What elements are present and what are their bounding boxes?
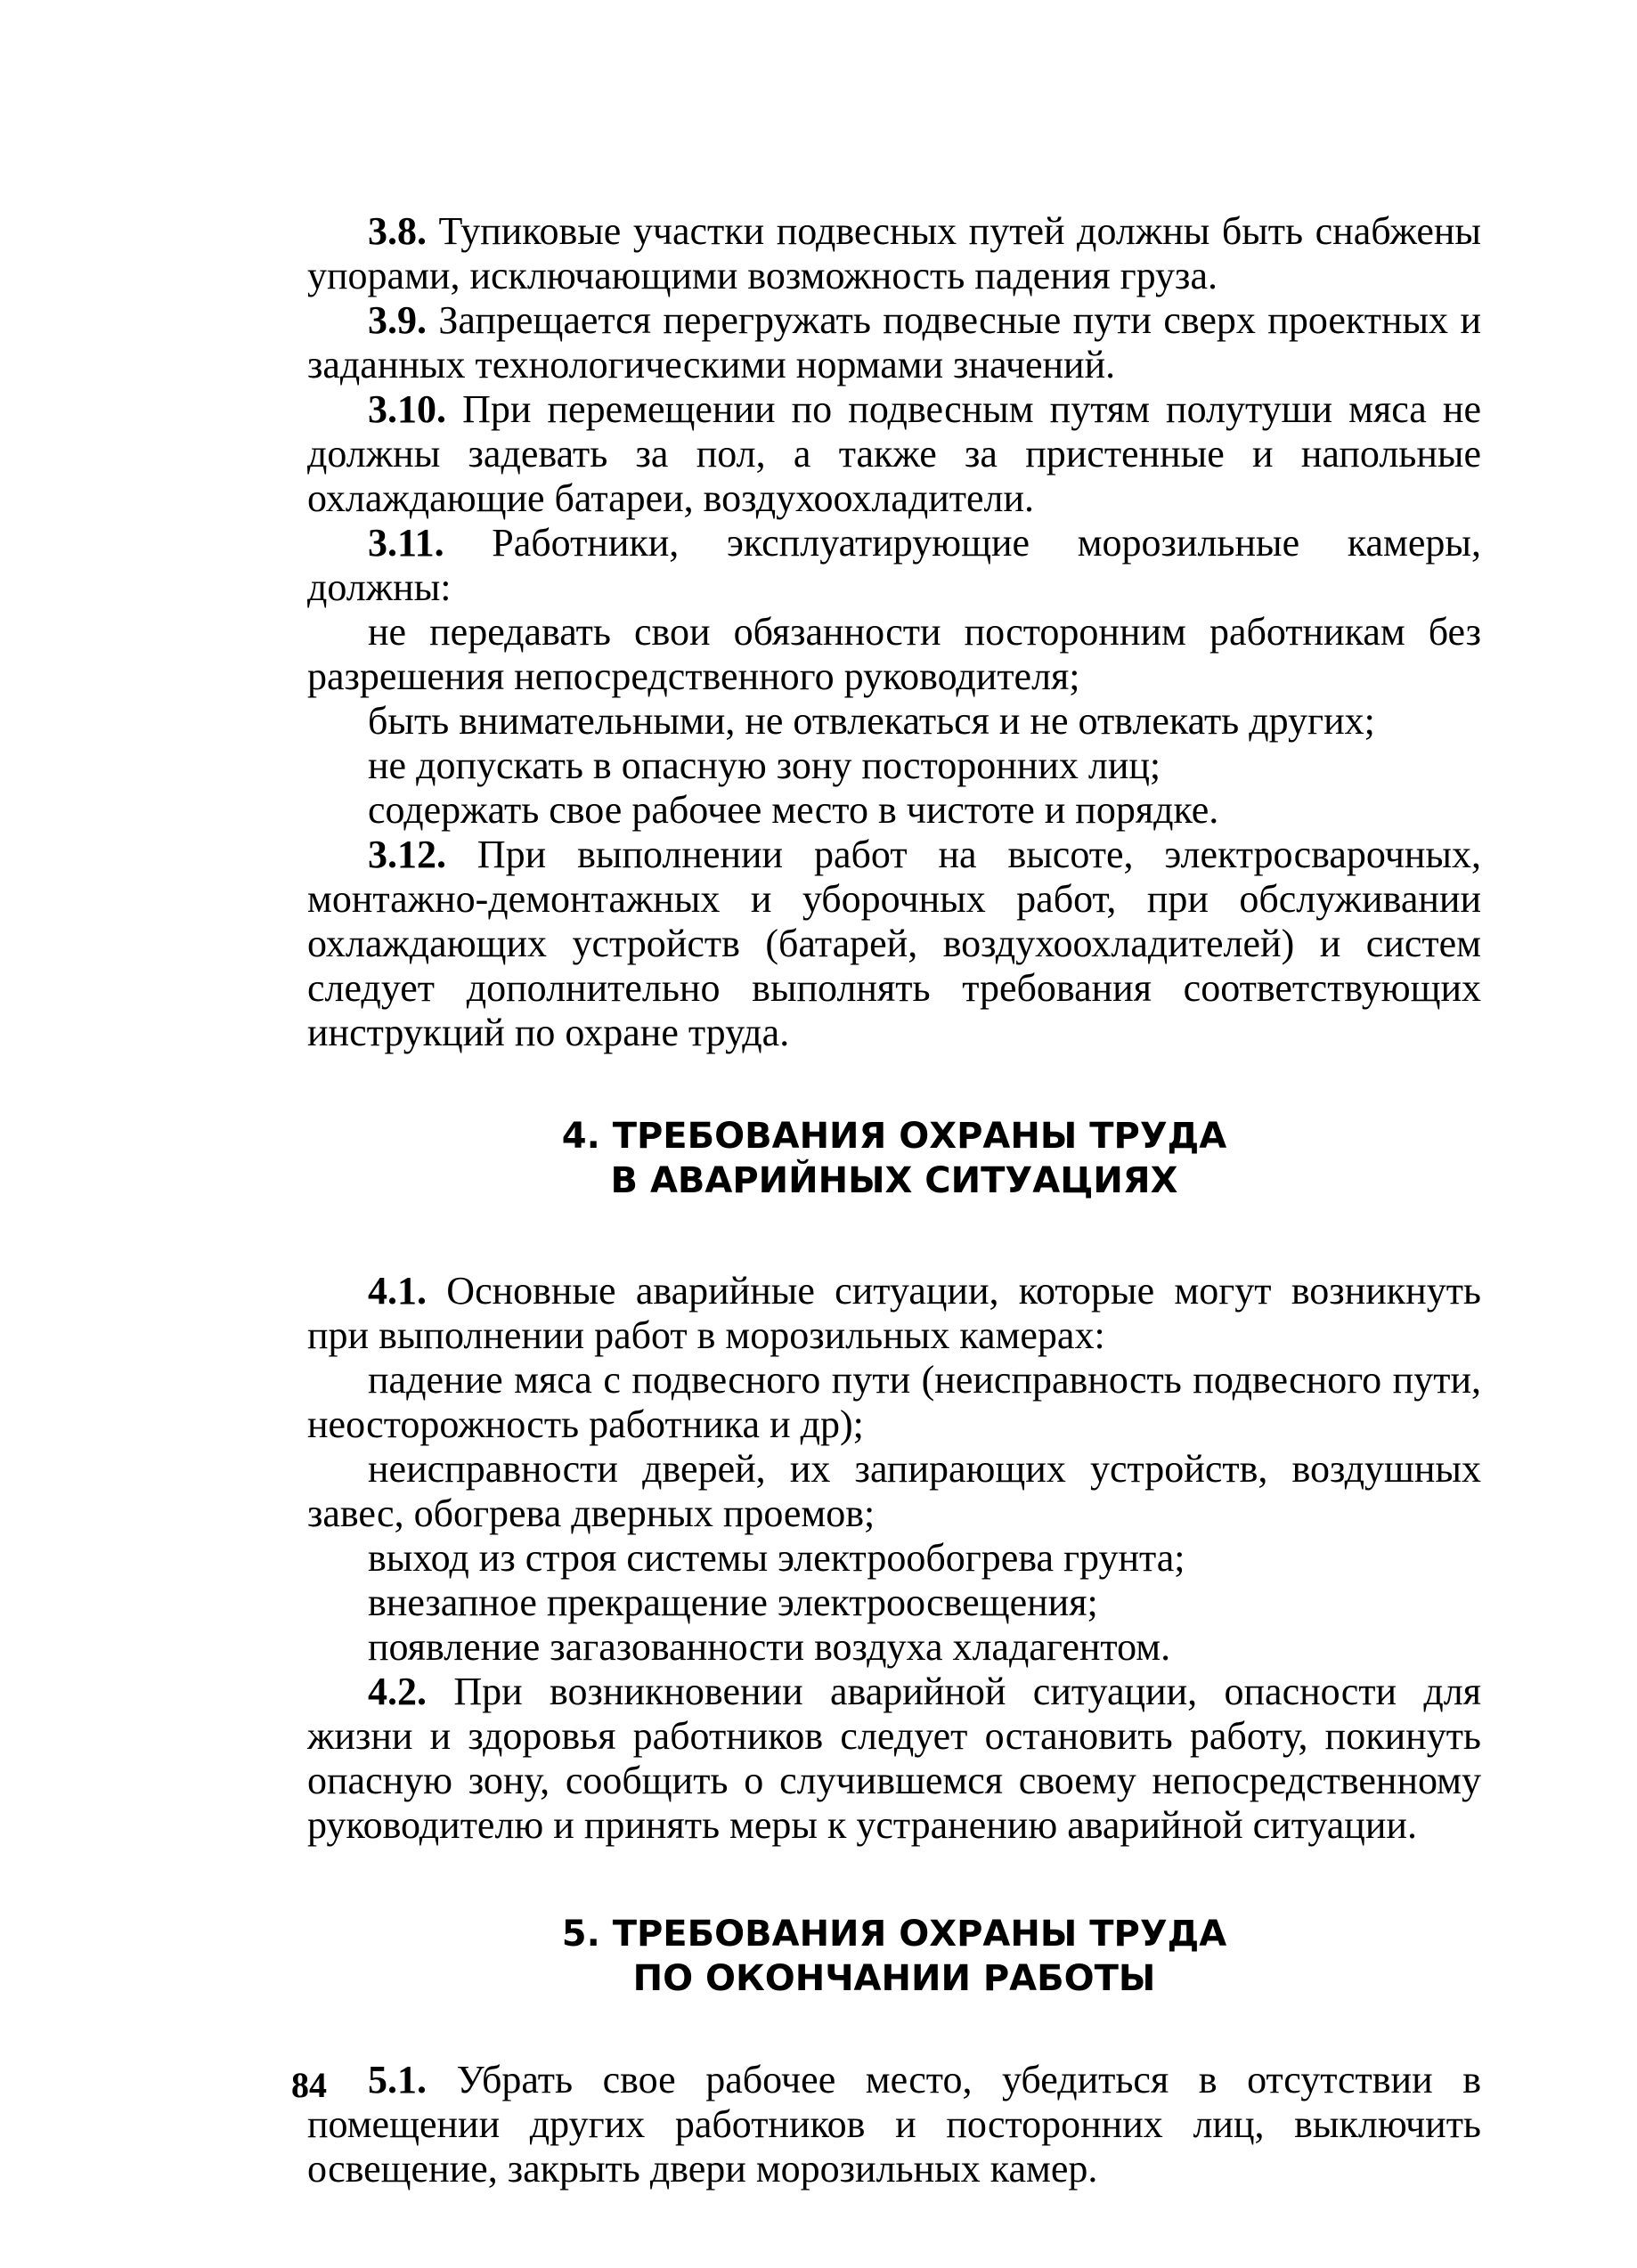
paragraph-3-8 <box>307 209 1481 298</box>
paragraph-number: 3.11. <box>368 521 444 565</box>
paragraph-3-12 <box>307 833 1481 1055</box>
list-item: падение мяса с подвесного пути (неисправность подвесного пути, неосторожность работника и др); <box>307 1358 1481 1446</box>
paragraph-text: Основные аварийные ситуации, которые могут возникнуть при выполнении работ в морозильных камерах: <box>307 1269 1481 1357</box>
list-item: внезапное прекращение электроосвещения; <box>368 1581 1098 1624</box>
list-item: не передавать свои обязанности посторонним работникам без разрешения непосредственного руководителя; <box>307 610 1481 698</box>
section-heading-line: ПО ОКОНЧАНИИ РАБОТЫ <box>632 1958 1156 1999</box>
list-item: содержать свое рабочее место в чистоте и порядке. <box>368 788 1219 832</box>
paragraph-number: 3.9. <box>368 298 427 342</box>
paragraph-3-9 <box>307 298 1481 387</box>
section-5-heading <box>307 1912 1481 2001</box>
page-number: 84 <box>291 2065 327 2105</box>
paragraph-text: При выполнении работ на высоте, электросварочных, монтажно-демонтажных и уборочных работ, при обслуживании охлаждающих устройств (батарей, воздухоохладителей) и систем следует дополнительно выполнять требования соответствующих инструкций по охране труда. <box>307 833 1481 1054</box>
paragraph-number: 4.1. <box>368 1269 427 1313</box>
section-heading-line: В АВАРИЙНЫХ СИТУАЦИЯХ <box>610 1160 1178 1201</box>
paragraph-text: Запрещается перегружать подвесные пути сверх проектных и заданных технологическими нормами значений. <box>307 298 1481 386</box>
list-item: неисправности дверей, их запирающих устройств, воздушных завес, обогрева дверных проемов; <box>307 1447 1481 1535</box>
paragraph-number: 3.10. <box>368 387 446 431</box>
paragraph-text: Работники, эксплуатирующие морозильные камеры, должны: <box>307 521 1481 609</box>
list-item: не допускать в опасную зону посторонних лиц; <box>368 744 1161 787</box>
list-item: появление загазованности воздуха хладагентом. <box>368 1625 1171 1669</box>
paragraph-number: 5.1. <box>368 2058 427 2101</box>
paragraph-text: Убрать свое рабочее место, убедиться в отсутствии в помещении других работников и посторонних лиц, выключить освещение, закрыть двери морозильных камер. <box>307 2058 1481 2191</box>
section-heading-line: 5. ТРЕБОВАНИЯ ОХРАНЫ ТРУДА <box>561 1914 1227 1955</box>
paragraph-text: Тупиковые участки подвесных путей должны быть снабжены упорами, исключающими возможность падения груза. <box>307 209 1481 297</box>
paragraph-number: 3.12. <box>368 833 446 876</box>
list-item: выход из строя системы электрообогрева грунта; <box>368 1536 1185 1580</box>
section-4-heading <box>307 1114 1481 1203</box>
section-heading-line: 4. ТРЕБОВАНИЯ ОХРАНЫ ТРУДА <box>561 1116 1227 1157</box>
paragraph-text: При возникновении аварийной ситуации, опасности для жизни и здоровья работников следует остановить работу, покинуть опасную зону, сообщить о случившемся своему непосредственному руководителю и принять меры к устранению аварийной ситуации. <box>307 1670 1481 1847</box>
paragraph-number: 3.8. <box>368 209 427 253</box>
paragraph-4-1 <box>307 1269 1481 1358</box>
paragraph-3-11 <box>307 521 1481 610</box>
page-content <box>307 209 1481 2191</box>
paragraph-5-1 <box>307 2058 1481 2191</box>
paragraph-number: 4.2. <box>368 1670 427 1713</box>
paragraph-3-10 <box>307 387 1481 521</box>
paragraph-4-2 <box>307 1670 1481 1848</box>
list-item: быть внимательными, не отвлекаться и не отвлекать других; <box>368 699 1375 743</box>
paragraph-text: При перемещении по подвесным путям полутуши мяса не должны задевать за пол, а также за пристенные и напольные охлаждающие батареи, воздухоохладители. <box>307 387 1481 520</box>
